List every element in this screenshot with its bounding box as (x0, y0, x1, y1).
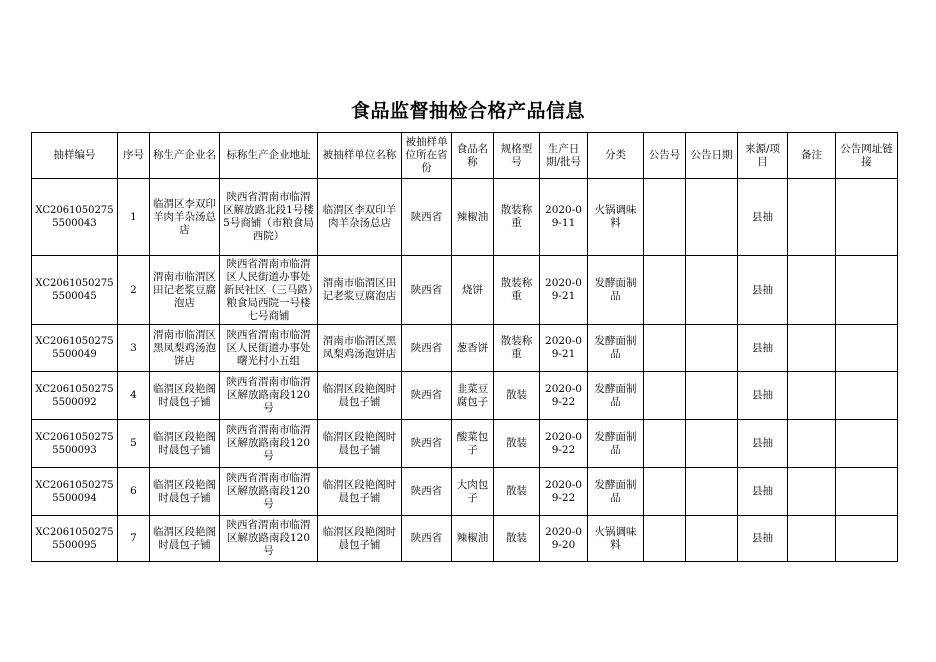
table-row (32, 516, 898, 562)
table-cell: 发酵面制品 (588, 372, 644, 420)
table-cell: 渭南市临渭区田记老浆豆腐泡店 (318, 256, 402, 325)
table-cell (644, 179, 686, 256)
table-cell (686, 256, 738, 325)
column-header: 备注 (788, 133, 836, 179)
table-cell: 陕西省 (402, 325, 452, 372)
table-cell (686, 468, 738, 516)
table-cell: XC20610502755500049 (32, 325, 118, 372)
table-cell: 2020-09-22 (540, 468, 588, 516)
table-cell (686, 516, 738, 562)
table-cell: 4 (118, 372, 150, 420)
table-cell: 陕西省渭南市临渭区解放路北段1号楼5号商铺（市粮食局西院） (220, 179, 318, 256)
table-cell: XC20610502755500045 (32, 256, 118, 325)
column-header: 标称生产企业地址 (220, 133, 318, 179)
table-cell: 临渭区段艳阁时晨包子铺 (150, 468, 220, 516)
table-cell: 陕西省渭南市临渭区解放路南段120号 (220, 372, 318, 420)
table-cell (788, 372, 836, 420)
table-cell (686, 420, 738, 468)
table-cell: 县抽 (738, 372, 788, 420)
table-cell: 6 (118, 468, 150, 516)
table-cell (788, 179, 836, 256)
table-cell: 韭菜豆腐包子 (452, 372, 494, 420)
table-cell: 县抽 (738, 468, 788, 516)
column-header: 序号 (118, 133, 150, 179)
column-header: 来源/项目 (738, 133, 788, 179)
table-cell: 7 (118, 516, 150, 562)
table-cell: 县抽 (738, 256, 788, 325)
table-cell: 陕西省渭南市临渭区解放路南段120号 (220, 420, 318, 468)
table-cell: 陕西省渭南市临渭区人民街道办事处曙光村小五组 (220, 325, 318, 372)
table-cell: XC20610502755500093 (32, 420, 118, 468)
table-cell: XC20610502755500094 (32, 468, 118, 516)
table-cell: 散装 (494, 372, 540, 420)
table-cell: 发酵面制品 (588, 468, 644, 516)
table-cell: 2020-09-21 (540, 256, 588, 325)
table-cell (836, 372, 898, 420)
header-row (32, 133, 898, 179)
table-cell: 散装 (494, 468, 540, 516)
table-cell (644, 372, 686, 420)
table-cell: 渭南市临渭区黑凤梨鸡汤泡饼店 (150, 325, 220, 372)
table-cell: 临渭区李双印羊肉羊杂汤总店 (318, 179, 402, 256)
table-cell: 陕西省 (402, 420, 452, 468)
table-cell (836, 468, 898, 516)
table-cell (686, 372, 738, 420)
table-cell: 辣椒油 (452, 516, 494, 562)
table-cell (644, 325, 686, 372)
table-cell: 临渭区段艳阁时晨包子铺 (318, 372, 402, 420)
table-cell: 火锅调味料 (588, 516, 644, 562)
column-header: 公告网址链接 (836, 133, 898, 179)
table-cell: 陕西省渭南市临渭区解放路南段120号 (220, 468, 318, 516)
table-cell: 临渭区段艳阁时晨包子铺 (150, 372, 220, 420)
table-row (32, 179, 898, 256)
table-cell: XC20610502755500095 (32, 516, 118, 562)
column-header: 分类 (588, 133, 644, 179)
table-cell: 渭南市临渭区田记老浆豆腐泡店 (150, 256, 220, 325)
table-cell: 县抽 (738, 179, 788, 256)
table-cell: 发酵面制品 (588, 325, 644, 372)
table-cell: 临渭区段艳阁时晨包子铺 (318, 420, 402, 468)
table-cell: 散装称重 (494, 179, 540, 256)
table-cell: 散装称重 (494, 325, 540, 372)
table-cell: 县抽 (738, 325, 788, 372)
table-cell (686, 325, 738, 372)
table-cell (836, 325, 898, 372)
column-header: 食品名称 (452, 133, 494, 179)
table-cell (836, 516, 898, 562)
inspection-table (31, 132, 898, 562)
table-cell (644, 420, 686, 468)
column-header: 公告号 (644, 133, 686, 179)
table-cell: 散装称重 (494, 256, 540, 325)
table-cell: 2020-09-11 (540, 179, 588, 256)
table-cell (788, 420, 836, 468)
table-cell (644, 516, 686, 562)
table-cell: 3 (118, 325, 150, 372)
table-cell (644, 468, 686, 516)
table-row (32, 256, 898, 325)
table-cell: 辣椒油 (452, 179, 494, 256)
table-cell: 2 (118, 256, 150, 325)
table-cell (686, 179, 738, 256)
column-header: 称生产企业名 (150, 133, 220, 179)
table-cell: XC20610502755500043 (32, 179, 118, 256)
column-header: 被抽样单位所在省份 (402, 133, 452, 179)
table-cell: 临渭区段艳阁时晨包子铺 (150, 516, 220, 562)
table-cell (644, 256, 686, 325)
table-cell: 大肉包子 (452, 468, 494, 516)
table-cell: 发酵面制品 (588, 256, 644, 325)
table-row (32, 372, 898, 420)
table-row (32, 468, 898, 516)
table-cell: 临渭区李双印羊肉羊杂汤总店 (150, 179, 220, 256)
table-cell: 临渭区段艳阁时晨包子铺 (318, 516, 402, 562)
table-cell (836, 256, 898, 325)
column-header: 生产日期/批号 (540, 133, 588, 179)
column-header: 规格型号 (494, 133, 540, 179)
table-cell: 5 (118, 420, 150, 468)
table-cell: 葱香饼 (452, 325, 494, 372)
table-cell: 1 (118, 179, 150, 256)
table-row (32, 325, 898, 372)
table-cell: 2020-09-22 (540, 372, 588, 420)
table-cell: 散装 (494, 420, 540, 468)
table-cell: XC20610502755500092 (32, 372, 118, 420)
page-title: 食品监督抽检合格产品信息 (350, 100, 585, 122)
table-cell: 酸菜包子 (452, 420, 494, 468)
column-header: 抽样编号 (32, 133, 118, 179)
table-cell: 临渭区段艳阁时晨包子铺 (318, 468, 402, 516)
column-header: 公告日期 (686, 133, 738, 179)
table-cell: 县抽 (738, 516, 788, 562)
table-cell: 临渭区段艳阁时晨包子铺 (150, 420, 220, 468)
table-cell: 陕西省渭南市临渭区解放路南段120号 (220, 516, 318, 562)
table-cell: 散装 (494, 516, 540, 562)
table-row (32, 420, 898, 468)
table-cell: 2020-09-20 (540, 516, 588, 562)
table-cell: 2020-09-21 (540, 325, 588, 372)
table-cell: 陕西省 (402, 179, 452, 256)
table-cell (836, 179, 898, 256)
table-cell: 陕西省 (402, 516, 452, 562)
table-cell: 2020-09-22 (540, 420, 588, 468)
table-cell (788, 325, 836, 372)
table-cell: 陕西省渭南市临渭区人民街道办事处新民社区（三马路）粮食局西院一号楼七号商铺 (220, 256, 318, 325)
table-cell (836, 420, 898, 468)
table-cell: 火锅调味料 (588, 179, 644, 256)
table-cell: 陕西省 (402, 256, 452, 325)
table-cell: 烧饼 (452, 256, 494, 325)
table-cell: 发酵面制品 (588, 420, 644, 468)
column-header: 被抽样单位名称 (318, 133, 402, 179)
table-cell: 陕西省 (402, 468, 452, 516)
table-cell: 渭南市临渭区黑凤梨鸡汤泡饼店 (318, 325, 402, 372)
table-cell: 县抽 (738, 420, 788, 468)
table-body (32, 179, 898, 562)
table-cell (788, 256, 836, 325)
table-cell (788, 468, 836, 516)
table-cell (788, 516, 836, 562)
table-cell: 陕西省 (402, 372, 452, 420)
